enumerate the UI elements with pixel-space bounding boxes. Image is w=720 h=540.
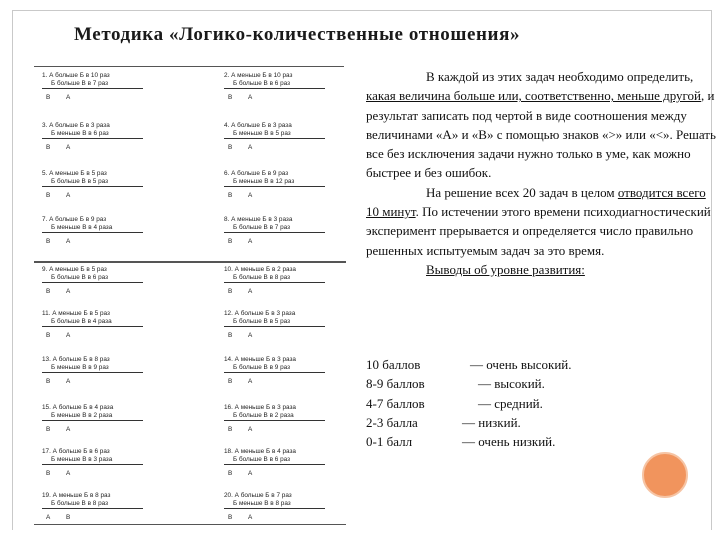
- task-line-1: 8. А меньше Б в 3 раза: [224, 216, 293, 223]
- task-line-2: Б меньше В в 8 раз: [224, 500, 325, 510]
- task-line-2: Б меньше В в 4 раза: [42, 224, 143, 234]
- sheet-bottom-rule: [34, 524, 346, 525]
- task-line-2: Б больше В в 6 раз: [42, 274, 143, 284]
- task-line-1: 14. А меньше Б в 3 раза: [224, 356, 296, 363]
- task-answer-line: А В: [46, 514, 71, 522]
- task-answer-line: В А: [46, 378, 71, 386]
- p1-rest: , и результат записать под чертой в виде соотношения между величинами «А» и «В» с помощью знаков «>» или «<». Решать все без исключения задачи нужно только в уме, как можно быстрее и без ошибок.: [366, 88, 716, 181]
- p2-rest: . По истечении этого времени психодиагностический эксперимент прерывается и определяется число правильно решенных испытуемым задач за это время.: [366, 204, 711, 258]
- level-points-4: 2-3 балла: [366, 414, 418, 430]
- levels-heading: Выводы об уровне развития:: [426, 261, 585, 277]
- task-line-2: Б меньше В в 5 раз: [224, 130, 325, 140]
- level-description-1: — очень высокий.: [470, 357, 572, 372]
- task-line-2: Б больше В в 5 раз: [42, 178, 143, 188]
- task-answer-line: В А: [228, 94, 253, 102]
- task-answer-line: В А: [46, 332, 71, 340]
- task-line-2: Б больше В в 9 раз: [224, 364, 325, 374]
- task-7: [42, 216, 192, 246]
- task-answer-line: В А: [46, 288, 71, 296]
- task-answer-line: В А: [46, 144, 71, 152]
- task-5: [42, 170, 192, 200]
- task-2: [224, 72, 374, 102]
- task-4: [224, 122, 374, 152]
- task-answer-line: В А: [228, 378, 253, 386]
- task-line-2: Б меньше В в 2 раза: [42, 412, 143, 422]
- frame-top-line: [12, 10, 712, 11]
- task-3: [42, 122, 192, 152]
- level-points-1: 10 баллов: [366, 357, 421, 372]
- task-sheet-image: [34, 64, 346, 526]
- task-16: [224, 404, 374, 434]
- p1-underlined: какая величина больше или, соответственно, меньше другой: [366, 88, 702, 104]
- task-line-1: 20. А больше Б в 7 раз: [224, 492, 292, 499]
- task-10: [224, 266, 374, 296]
- task-answer-line: В А: [228, 144, 253, 152]
- task-answer-line: В А: [228, 514, 253, 522]
- task-answer-line: В А: [228, 288, 253, 296]
- task-line-1: 19. А меньше Б в 8 раз: [42, 492, 111, 499]
- task-line-2: Б больше В в 6 раз: [224, 456, 325, 466]
- decorative-orange-circle: [642, 452, 688, 498]
- task-14: [224, 356, 374, 386]
- task-6: [224, 170, 374, 200]
- task-1: [42, 72, 192, 102]
- task-answer-line: В А: [228, 332, 253, 340]
- task-line-2: Б больше В в 6 раз: [224, 80, 325, 90]
- task-17: [42, 448, 192, 478]
- task-11: [42, 310, 192, 340]
- task-8: [224, 216, 374, 246]
- task-answer-line: В А: [46, 94, 71, 102]
- level-description-5: — очень низкий.: [462, 434, 556, 450]
- task-line-2: Б больше В в 8 раз: [224, 274, 325, 284]
- levels-heading-line: [366, 260, 716, 279]
- task-line-1: 1. А больше Б в 10 раз: [42, 72, 110, 79]
- task-line-2: Б больше В в 5 раз: [224, 318, 325, 328]
- task-answer-line: В А: [46, 192, 71, 200]
- task-line-1: 15. А больше Б в 4 раза: [42, 404, 114, 411]
- task-answer-line: В А: [46, 426, 71, 434]
- level-description-3: — средний.: [478, 395, 543, 411]
- level-points-2: 8-9 баллов: [366, 376, 425, 392]
- task-line-1: 10. А меньше Б в 2 раза: [224, 266, 296, 273]
- task-line-2: Б больше В в 8 раз: [42, 500, 143, 510]
- p1-text: В каждой из этих задач необходимо определить,: [426, 69, 694, 84]
- task-13: [42, 356, 192, 386]
- task-line-1: 18. А меньше Б в 4 раза: [224, 448, 296, 455]
- task-18: [224, 448, 374, 478]
- task-line-1: 16. А меньше Б в 3 раза: [224, 404, 296, 411]
- task-line-1: 12. А больше Б в 3 раза: [224, 310, 296, 317]
- task-line-1: 2. А меньше Б в 10 раз: [224, 72, 293, 79]
- task-line-2: Б больше В в 7 раз: [42, 80, 143, 90]
- task-line-1: 6. А больше Б в 9 раз: [224, 170, 289, 177]
- task-answer-line: В А: [228, 470, 253, 478]
- task-line-2: Б больше В в 7 раз: [224, 224, 325, 234]
- task-line-2: Б меньше В в 3 раза: [42, 456, 143, 466]
- task-9: [42, 266, 192, 296]
- task-line-1: 9. А меньше Б в 5 раз: [42, 266, 107, 273]
- task-line-2: Б меньше В в 12 раз: [224, 178, 325, 188]
- slide-title: Методика «Логико-количественные отношения»: [74, 24, 521, 45]
- p2-text: На решение всех 20 задач в целом: [426, 184, 618, 200]
- task-line-1: 7. А больше Б в 9 раз: [42, 216, 107, 223]
- task-20: [224, 492, 374, 522]
- frame-left-line: [12, 10, 13, 530]
- task-19: [42, 492, 192, 522]
- task-answer-line: В А: [46, 238, 71, 246]
- task-line-1: 4. А больше Б в 3 раза: [224, 122, 292, 129]
- task-answer-line: В А: [228, 192, 253, 200]
- task-12: [224, 310, 374, 340]
- task-line-2: Б больше В в 4 раза: [42, 318, 143, 328]
- task-line-1: 3. А больше Б в 3 раза: [42, 122, 110, 129]
- level-description-4: — низкий.: [462, 414, 521, 430]
- level-points-5: 0-1 балл: [366, 434, 413, 450]
- task-line-1: 17. А больше Б в 6 раз: [42, 448, 110, 455]
- task-line-1: 11. А меньше Б в 5 раз: [42, 310, 110, 317]
- instruction-text: [366, 67, 716, 279]
- sheet-middle-rule: [34, 261, 346, 263]
- level-description-2: — высокий.: [478, 376, 545, 392]
- task-line-2: Б меньше В в 6 раз: [42, 130, 143, 140]
- task-answer-line: В А: [228, 238, 253, 246]
- task-line-2: Б меньше В в 9 раз: [42, 364, 143, 374]
- task-line-1: 5. А меньше Б в 5 раз: [42, 170, 107, 177]
- task-line-1: 13. А больше Б в 8 раз: [42, 356, 110, 363]
- sheet-top-rule: [34, 66, 344, 67]
- p2-underlined: отводится всего 10 минут: [366, 184, 706, 220]
- task-answer-line: В А: [46, 470, 71, 478]
- instruction-paragraph-1: [366, 67, 716, 183]
- task-line-2: Б больше В в 2 раза: [224, 412, 325, 422]
- task-15: [42, 404, 192, 434]
- instruction-paragraph-2: [366, 183, 716, 260]
- level-points-3: 4-7 баллов: [366, 395, 425, 411]
- task-answer-line: В А: [228, 426, 253, 434]
